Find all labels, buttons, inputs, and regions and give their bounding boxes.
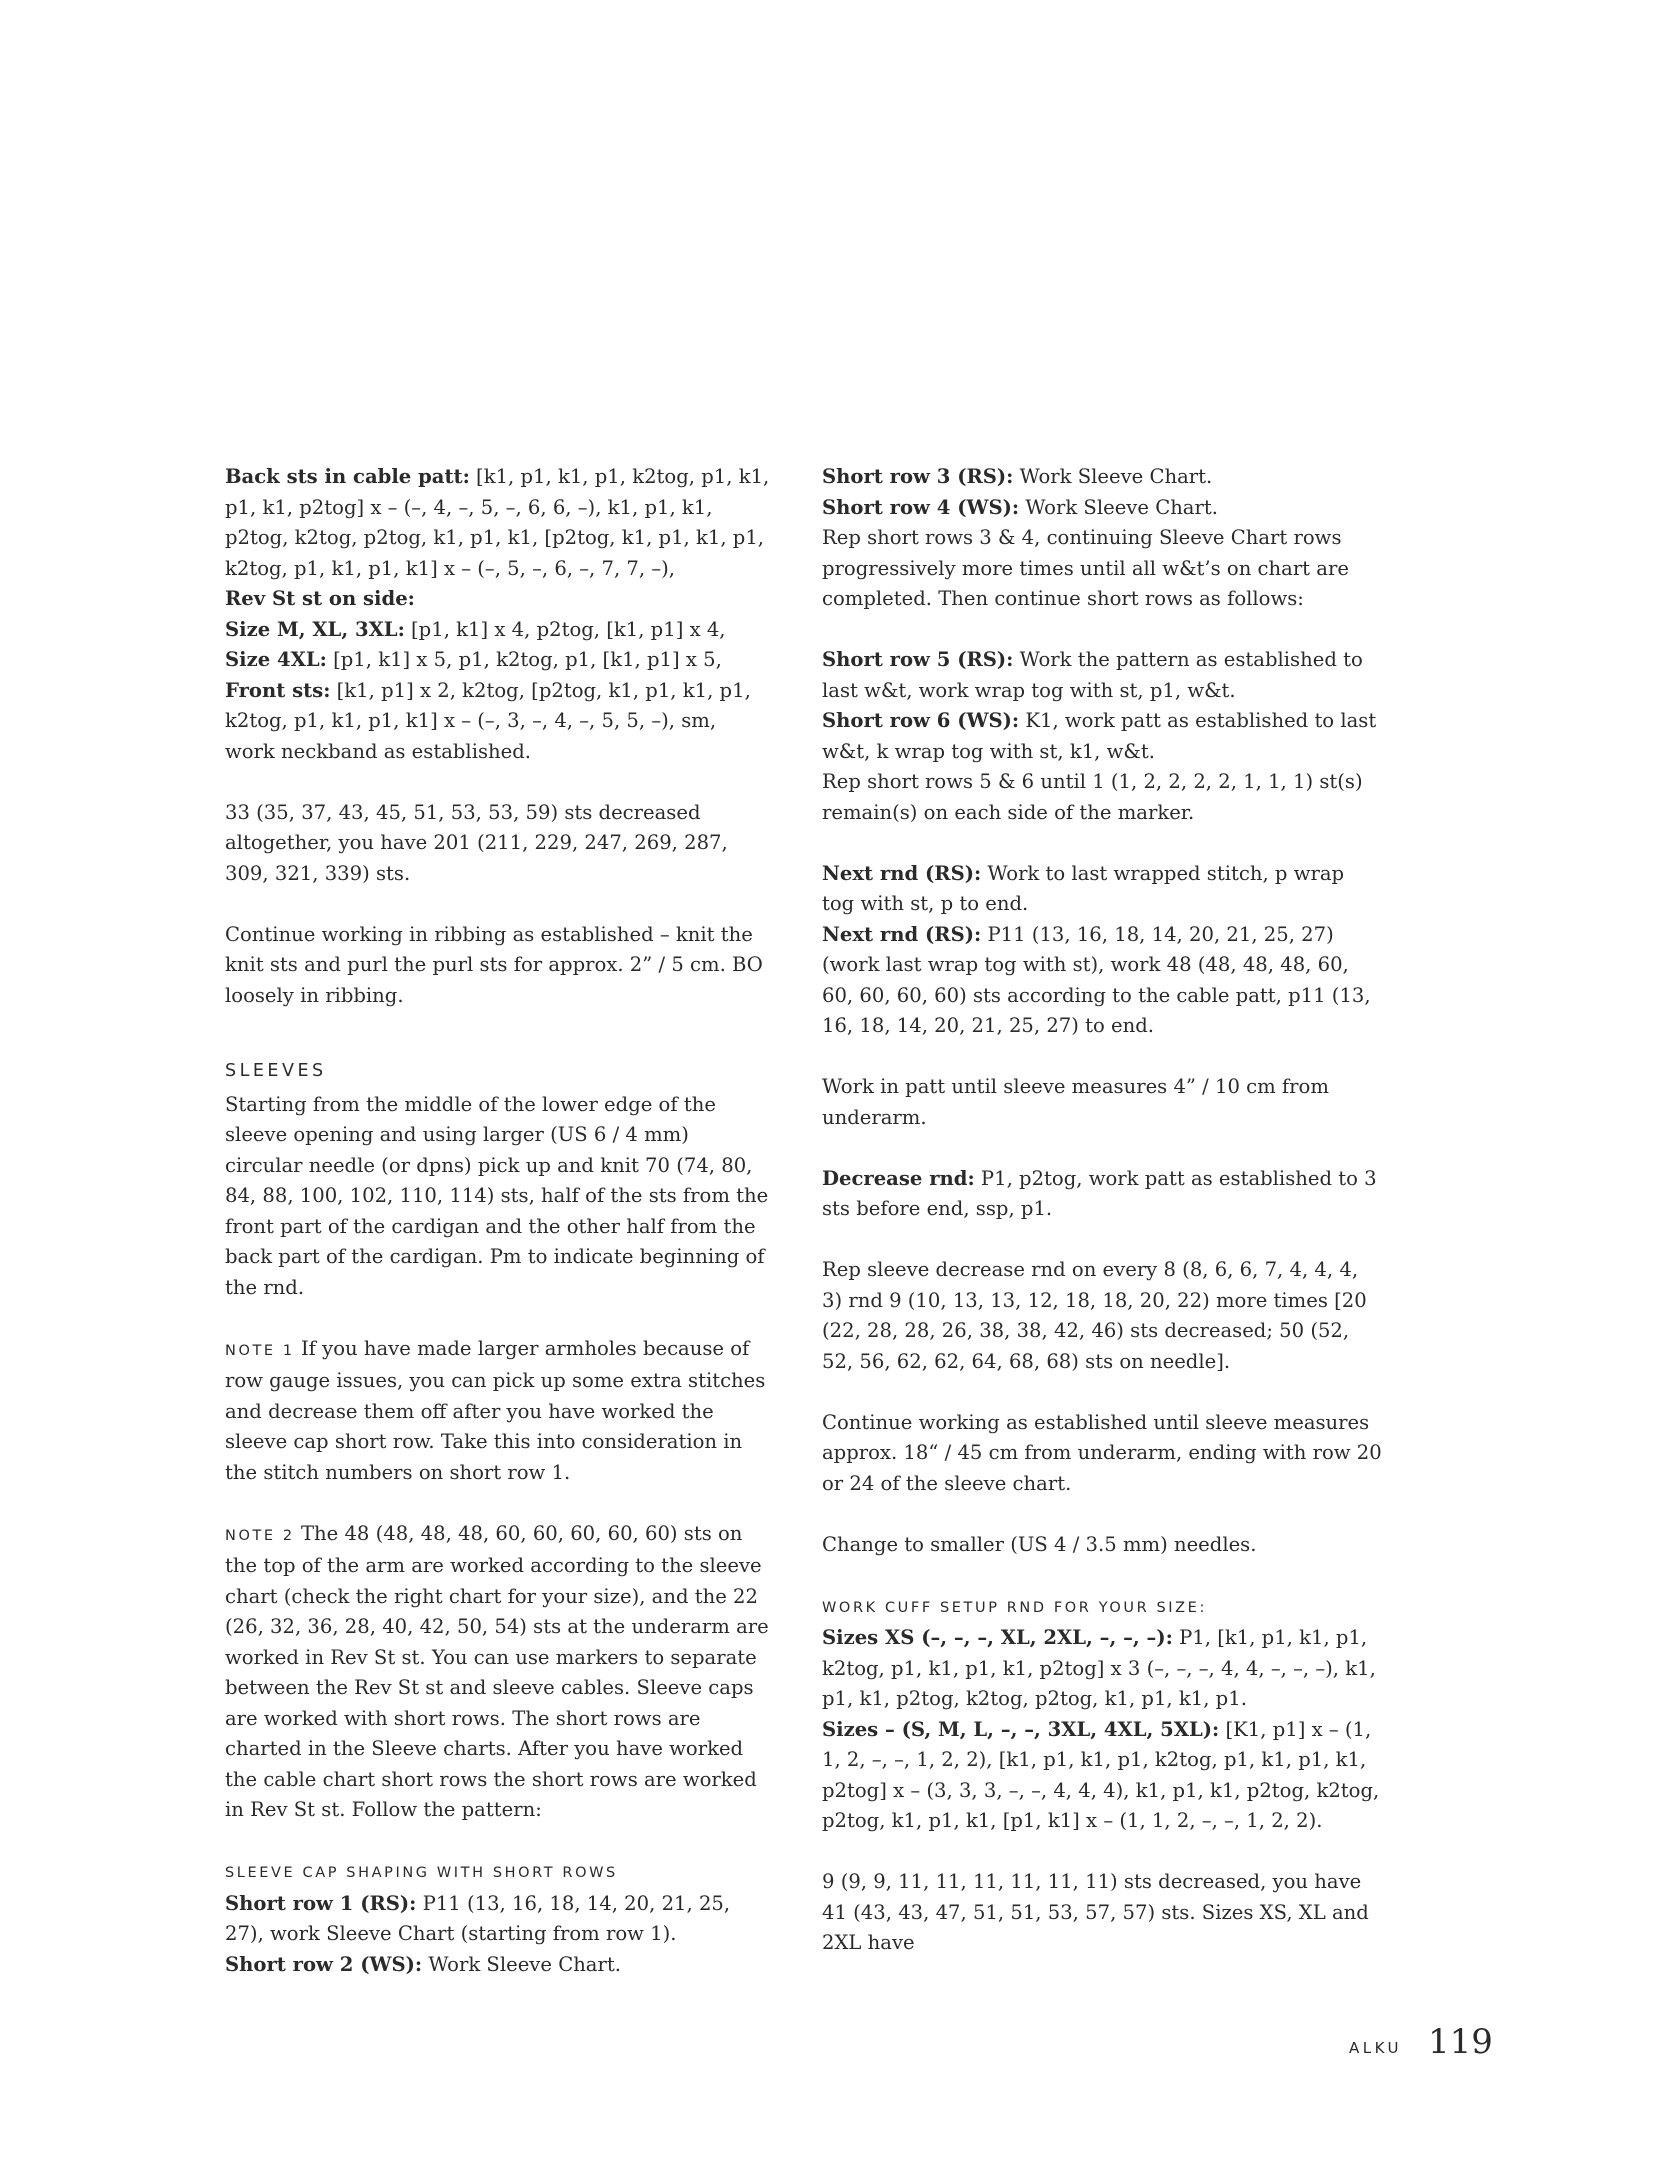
cuff-setup-heading: WORK CUFF SETUP RND FOR YOUR SIZE: [822,1599,1207,1616]
sizes-xs-text: P1, [k1, p1, k1, p1, k2tog, p1, k1, p1, k1, p2tog] x 3 (–, –, –, 4, 4, –, –, –), k1, p1, k1, p2tog, k2tog, p2tog, k1, p1, k1, p1. [822,1626,1376,1710]
short-row-3-paragraph [822,462,1382,493]
short-row-1-paragraph [225,1889,770,1950]
pick-up-paragraph: Starting from the middle of the lower edge of the sleeve opening and using larger (US 6 / 4 mm) circular needle (or dpns) pick up and knit 70 (74, 80, 84, 88, 100, 102, 110, 114) sts, half of the sts from the front part of the cardigan and the other half from the back part of the cardigan. Pm to indicate beginning of the rnd. [225,1092,769,1299]
page-footer [1349,2022,1493,2072]
short-row-5-text: Work the pattern as established to last w&t, work wrap tog with st, p1, w&t. [822,648,1363,702]
sizes-s-text: [K1, p1] x – (1, 1, 2, –, –, 1, 2, 2), [k1, p1, k1, p1, k2tog, p1, k1, p1, k1, p2tog] x – (3, 3, 3, –, –, 4, 4, 4), k1, p1, k1, p2tog, k2tog, p2tog, k1, p1, k1, [p1, k1] x – (1, 1, 2, –, –, 1, 2, 2). [822,1717,1380,1832]
note-1-text: If you have made larger armholes because of row gauge issues, you can pick up some extra stitches and decrease them off after you have worked the sleeve cap short row. Take this into consideration in the stitch numbers on short row 1. [225,1336,766,1484]
back-sts-text: [k1, p1, k1, p1, k2tog, p1, k1, p1, k1, p2tog] x – (–, 4, –, 5, –, 6, 6, –), k1, p1, k1, p2tog, k2tog, p2tog, k1, p1, k1, [p2tog, k1, p1, k1, p1, k2tog, p1, k1, p1, k1] x – (–, 5, –, 6, –, 7, 7, –), [225,465,770,580]
short-row-3-text: Work Sleeve Chart. [1013,465,1213,488]
back-sts-paragraph [225,462,770,584]
note-1-paragraph [225,1334,770,1489]
decreased-total-paragraph: 33 (35, 37, 43, 45, 51, 53, 53, 59) sts decreased altogether, you have 201 (211, 229, 247, 269, 287, 309, 321, 339) sts. [225,800,728,885]
sleeve-cap-heading: SLEEVE CAP SHAPING WITH SHORT ROWS [225,1865,618,1881]
note-2-text: The 48 (48, 48, 48, 60, 60, 60, 60, 60) sts on the top of the arm are worked according to the sleeve chart (check the right chart for your size), and the 22 (26, 32, 36, 28, 40, 42, 50, 54) sts at the underarm are worked in Rev St st. You can use markers to separate between the Rev St st and sleeve cables. Sleeve caps are worked with short rows. The short rows are charted in the Sleeve charts. After you have worked the cable chart short rows the short rows are worked in Rev St st. Follow the pattern: [225,1521,769,1821]
next-rnd-2-paragraph [822,920,1382,1042]
short-row-3-label: Short row 3 (RS): [822,465,1014,488]
size-m-xl-text: [p1, k1] x 4, p2tog, [k1, p1] x 4, [404,617,726,641]
size-m-xl-label: Size M, XL, 3XL: [225,617,405,641]
rev-st-label-paragraph [225,584,770,615]
decrease-rnd-text: P1, p2tog, work patt as established to 3 sts before end, ssp, p1. [822,1166,1377,1220]
back-sts-label: Back sts in cable patt: [225,465,470,488]
size-4xl-label: Size 4XL: [225,648,327,671]
note-2-label: NOTE 2 [225,1527,295,1544]
right-column [822,462,1382,1959]
rev-st-label: Rev St st on side: [225,587,415,610]
size-m-xl-paragraph [225,615,770,646]
short-row-2-text: Work Sleeve Chart. [422,1952,621,1976]
next-rnd-2-text: P11 (13, 16, 18, 14, 20, 21, 25, 27) (work last wrap tog with st), work 48 (48, 48, 48, 60, 60, 60, 60, 60) sts according to the cable patt, p11 (13, 16, 18, 14, 20, 21, 25, 27) to end. [822,922,1371,1037]
short-row-4-label: Short row 4 (WS): [822,495,1020,519]
repeat-3-4-paragraph: Rep short rows 3 & 4, continuing Sleeve Chart rows progressively more times until all w&t’s on chart are completed. Then continue short rows as follows: [822,526,1349,610]
repeat-decrease-paragraph: Rep sleeve decrease rnd on every 8 (8, 6, 6, 7, 4, 4, 4, 3) rnd 9 (10, 13, 13, 12, 18, 18, 20, 22) more times [20 (22, 28, 28, 26, 38, 38, 42, 46) sts decreased; 50 (52, 52, 56, 62, 62, 64, 68, 68) sts on needle]. [822,1258,1367,1373]
sizes-xs-label: Sizes XS (–, –, –, XL, 2XL, –, –, –): [822,1626,1173,1649]
next-rnd-2-label: Next rnd (RS): [822,922,982,946]
sizes-s-paragraph [822,1715,1382,1837]
left-column [225,462,770,1980]
decrease-rnd-paragraph [822,1164,1382,1225]
short-row-6-label: Short row 6 (WS): [822,709,1020,732]
short-row-1-text: P11 (13, 16, 18, 14, 20, 21, 25, 27), work Sleeve Chart (starting from row 1). [225,1891,731,1945]
continue-ribbing-paragraph: Continue working in ribbing as established – knit the knit sts and purl the purl sts for approx. 2” / 5 cm. BO loosely in ribbing. [225,922,763,1007]
short-row-5-paragraph [822,645,1382,706]
page-number: 119 [1428,2022,1493,2062]
size-4xl-paragraph [225,645,770,676]
size-4xl-text: [p1, k1] x 5, p1, k2tog, p1, [k1, p1] x 5, [326,648,722,671]
short-row-6-paragraph [822,706,1382,767]
sleeves-heading: SLEEVES [225,1060,327,1081]
final-decrease-paragraph: 9 (9, 9, 11, 11, 11, 11, 11, 11) sts decreased, you have 41 (43, 43, 47, 51, 51, 53, 57, 57) sts. Sizes XS, XL and 2XL have [822,1870,1369,1954]
change-needles-paragraph: Change to smaller (US 4 / 3.5 mm) needles. [822,1532,1257,1556]
short-row-5-label: Short row 5 (RS): [822,648,1014,671]
next-rnd-1-text: Work to last wrapped stitch, p wrap tog with st, p to end. [822,861,1345,915]
short-row-4-paragraph [822,493,1382,524]
front-sts-paragraph [225,676,770,768]
short-row-6-text: K1, work patt as established to last w&t, k wrap tog with st, k1, w&t. [822,709,1377,763]
short-row-2-label: Short row 2 (WS): [225,1952,423,1976]
short-row-2-paragraph [225,1950,770,1981]
front-sts-text: [k1, p1] x 2, k2tog, [p2tog, k1, p1, k1, p1, k2tog, p1, k1, p1, k1] x – (–, 3, –, 4, –, 5, 5, –), sm, work neckband as established. [225,678,751,763]
front-sts-label: Front sts: [225,678,331,702]
note-1-label: NOTE 1 [225,1342,295,1359]
work-in-patt-paragraph: Work in patt until sleeve measures 4” / 10 cm from underarm. [822,1075,1329,1129]
brand-name: ALKU [1349,2039,1403,2057]
short-row-1-label: Short row 1 (RS): [225,1891,417,1915]
note-2-paragraph [225,1519,770,1826]
continue-working-paragraph: Continue working as established until sleeve measures approx. 18“ / 45 cm from underarm, ending with row 20 or 24 of the sleeve chart. [822,1410,1382,1495]
sizes-xs-paragraph [822,1623,1382,1715]
decrease-rnd-label: Decrease rnd: [822,1166,975,1190]
next-rnd-1-paragraph [822,859,1382,920]
short-row-4-text: Work Sleeve Chart. [1019,495,1218,519]
next-rnd-1-label: Next rnd (RS): [822,861,982,885]
repeat-5-6-paragraph: Rep short rows 5 & 6 until 1 (1, 2, 2, 2, 2, 1, 1, 1) st(s) remain(s) on each side of the marker. [822,770,1363,824]
sizes-s-label: Sizes – (S, M, L, –, –, 3XL, 4XL, 5XL): [822,1717,1220,1741]
